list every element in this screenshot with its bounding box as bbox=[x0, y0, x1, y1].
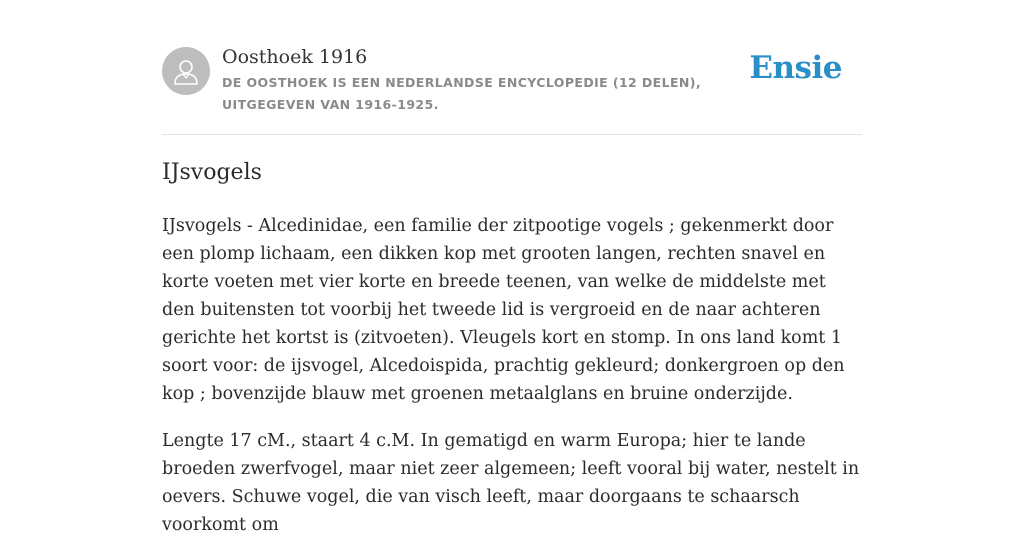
ensie-logo[interactable]: Ensie bbox=[749, 50, 842, 86]
source-header bbox=[162, 0, 862, 135]
user-icon bbox=[171, 56, 201, 86]
article-title: IJsvogels bbox=[162, 160, 262, 185]
source-name[interactable]: Oosthoek 1916 bbox=[222, 46, 368, 68]
source-description: DE OOSTHOEK IS EEN NEDERLANDSE ENCYCLOPEDIE (12 DELEN), UITGEGEVEN VAN 1916-1925. bbox=[222, 75, 702, 112]
article-paragraph: Lengte 17 cM., staart 4 c.M. In gematigd en warm Europa; hier te lande broeden zwerfvogel, maar niet zeer algemeen; leeft vooral bij water, nestelt in oevers. Schuwe vogel, die van visch leeft, maar doorgaans te schaarsch voorkomt om bbox=[162, 431, 860, 535]
page-container bbox=[162, 0, 862, 535]
source-avatar[interactable] bbox=[162, 47, 210, 95]
article-paragraph: IJsvogels - Alcedinidae, een familie der zitpootige vogels ; gekenmerkt door een plomp lichaam, een dikken kop met grooten langen, rechten snavel en korte voeten met vier korte en breede teenen, van welke de middelste met den buitensten tot voorbij het tweede lid is vergroeid en de naar achteren gerichte het kortst is (zitvoeten). Vleugels kort en stomp. In ons land komt 1 soort voor: de ijsvogel, Alcedoispida, prachtig gekleurd; donkergroen op den kop ; bovenzijde blauw met groenen metaalglans en bruine onderzijde. bbox=[162, 216, 845, 404]
article-body bbox=[162, 212, 862, 558]
